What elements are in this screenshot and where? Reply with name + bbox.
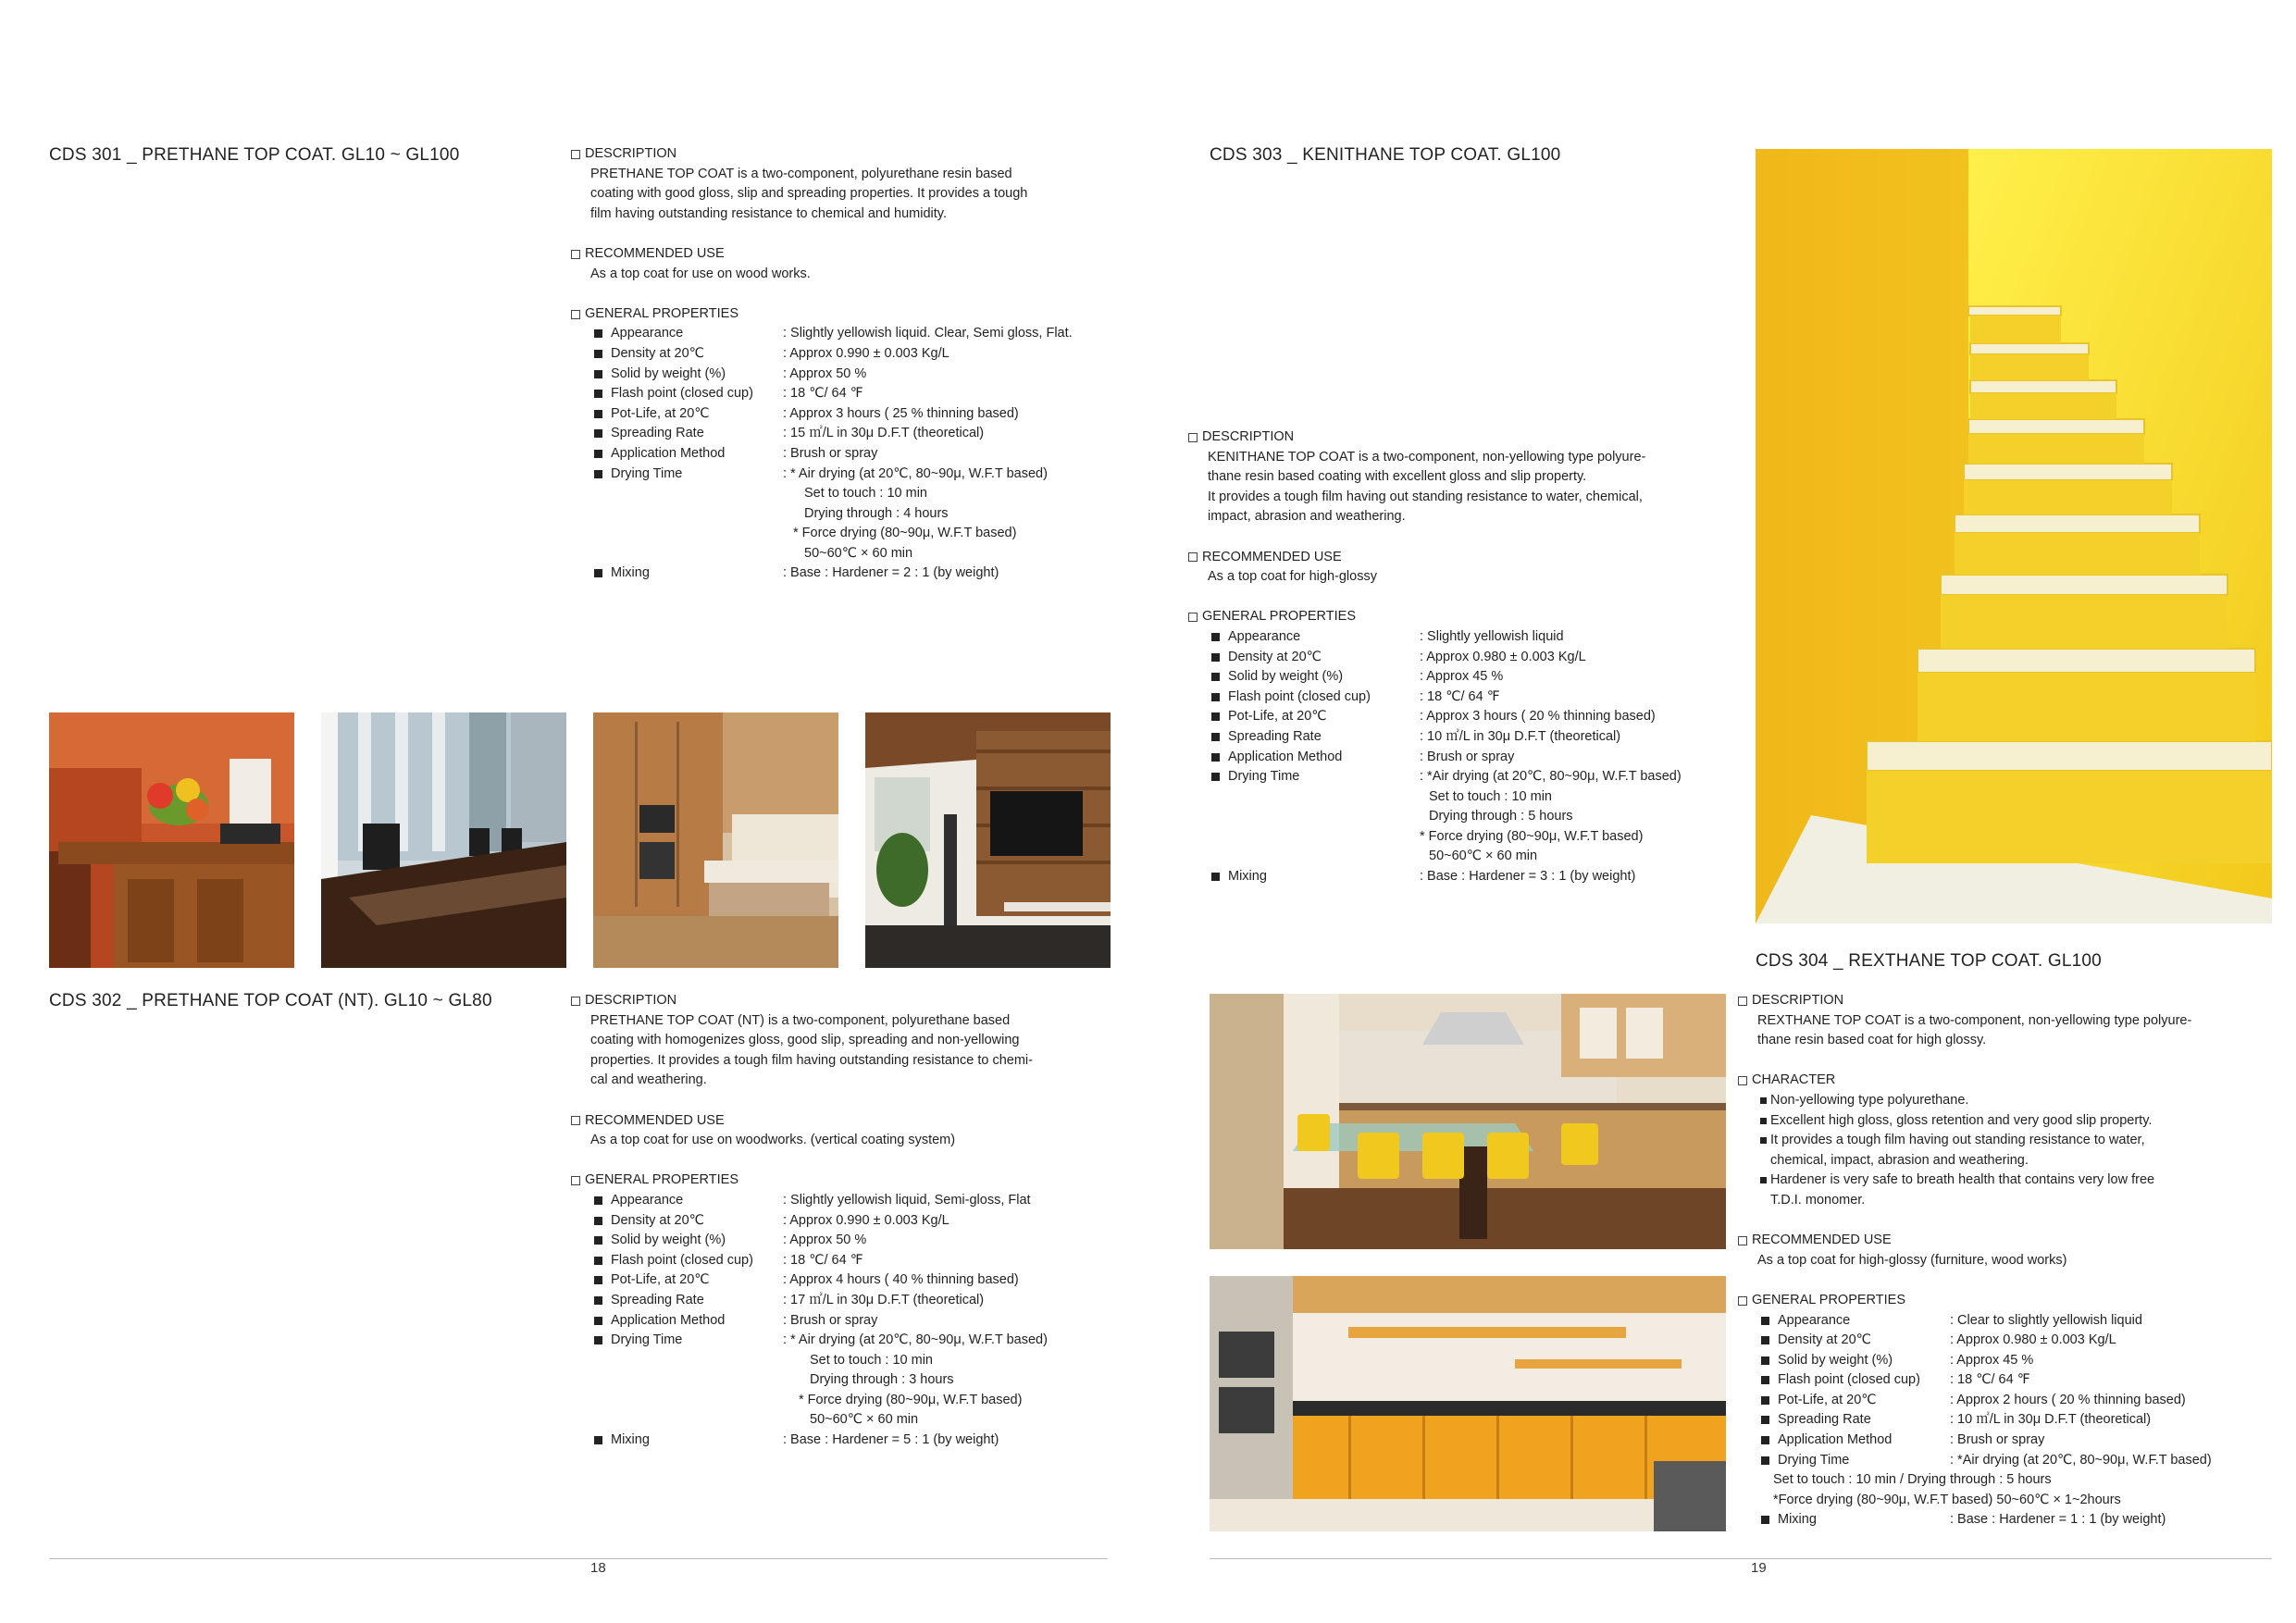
photo-orange-kitchen bbox=[1210, 1276, 1726, 1531]
checkbox-icon bbox=[1188, 613, 1198, 622]
recommended-use: As a top coat for use on woodworks. (vertical coating system) bbox=[590, 1133, 956, 1148]
section-heading: CHARACTER bbox=[1738, 1071, 2275, 1091]
checkbox-icon bbox=[571, 997, 580, 1006]
section-heading: GENERAL PROPERTIES bbox=[571, 1171, 1112, 1191]
checkbox-icon bbox=[1738, 997, 1747, 1006]
section-heading: DESCRIPTION bbox=[571, 144, 1112, 165]
recommended-use: As a top coat for use on wood works. bbox=[590, 266, 811, 281]
product-spec-cds303 bbox=[1188, 427, 1730, 887]
description-text: KENITHANE TOP COAT is a two-component, non-yellowing type polyure- thane resin based coating with excellent gloss and slip property. It provides a tough film having out standing resistance to water, chemical, impact, abrasion and weathering. bbox=[1208, 449, 1646, 525]
product-title: CDS 303 _ KENITHANE TOP COAT. GL100 bbox=[1210, 145, 1561, 165]
properties-list: Appearance : Slightly yellowish liquid. Clear, Semi gloss, Flat. Density at 20℃ : Approx 0.990 ± 0.003 Kg/L Solid by weight (%) : Approx 50 % Flash point (closed cup) : 18 ℃/ 64 ℉ Pot-Life, at 20℃ : Approx 3 hours ( 25 % thinning based) Spreading Rate : 15 ㎡/L in 30μ D.F.T (theoretical) Application Method : Brush or spray Drying Time : * Air drying (at 20℃, 80~90μ, W.F.T based) Set to touch : 10 min Drying through : 4 hours * Force drying (80~90μ, W.F.T based) 50~60℃ × 60 min Mixing : Base : Hardener = 2 : 1 (by weight) bbox=[571, 324, 1112, 584]
photo-bar-counter bbox=[49, 712, 294, 968]
checkbox-icon bbox=[571, 1176, 580, 1185]
properties-list: Appearance : Slightly yellowish liquid, Semi-gloss, Flat Density at 20℃ : Approx 0.990 ± 0.003 Kg/L Solid by weight (%) : Approx 50 % Flash point (closed cup) : 18 ℃/ 64 ℉ Pot-Life, at 20℃ : Approx 4 hours ( 40 % thinning based) Spreading Rate : 17 ㎡/L in 30μ D.F.T (theoretical) Application Method : Brush or spray Drying Time : * Air drying (at 20℃, 80~90μ, W.F.T based) Set to touch : 10 min Drying through : 3 hours * Force drying (80~90μ, W.F.T based) 50~60℃ × 60 min Mixing : Base : Hardener = 5 : 1 (by weight) bbox=[571, 1191, 1112, 1451]
section-heading: RECOMMENDED USE bbox=[1188, 548, 1730, 568]
section-heading: RECOMMENDED USE bbox=[571, 244, 1112, 265]
recommended-use: As a top coat for high-glossy bbox=[1208, 569, 1377, 585]
checkbox-icon bbox=[1738, 1296, 1747, 1306]
checkbox-icon bbox=[571, 250, 580, 259]
checkbox-icon bbox=[1188, 552, 1198, 562]
product-title: CDS 304 _ REXTHANE TOP COAT. GL100 bbox=[1756, 951, 2102, 971]
product-title: CDS 302 _ PRETHANE TOP COAT (NT). GL10 ~ GL80 bbox=[49, 991, 492, 1010]
photo-wood-kitchen bbox=[593, 712, 838, 968]
section-heading: DESCRIPTION bbox=[1738, 991, 2275, 1011]
checkbox-icon bbox=[571, 310, 580, 319]
section-heading: GENERAL PROPERTIES bbox=[571, 304, 1112, 325]
photo-conference-table bbox=[321, 712, 566, 968]
checkbox-icon bbox=[1738, 1236, 1747, 1245]
section-heading: DESCRIPTION bbox=[1188, 427, 1730, 448]
checkbox-icon bbox=[571, 1116, 580, 1125]
photo-living-room-tv bbox=[865, 712, 1111, 968]
product-title: CDS 301 _ PRETHANE TOP COAT. GL10 ~ GL100 bbox=[49, 145, 460, 165]
description-text: REXTHANE TOP COAT is a two-component, non-yellowing type polyure- thane resin based coat for high glossy. bbox=[1757, 1012, 2192, 1048]
page-number: 19 bbox=[1751, 1560, 1767, 1576]
section-heading: GENERAL PROPERTIES bbox=[1188, 607, 1730, 627]
section-heading: DESCRIPTION bbox=[571, 991, 1112, 1011]
section-heading: GENERAL PROPERTIES bbox=[1738, 1291, 2275, 1311]
photo-yellow-staircase bbox=[1756, 149, 2272, 923]
checkbox-icon bbox=[1188, 433, 1198, 442]
product-spec-cds304 bbox=[1738, 991, 2275, 1530]
recommended-use: As a top coat for high-glossy (furniture, wood works) bbox=[1757, 1252, 2067, 1268]
character-list: Non-yellowing type polyurethane. Excellent high gloss, gloss retention and very good slip property. It provides a tough film having out standing resistance to water, chemical, impact, abrasion and weathering. Hardener is very safe to breath health that contains very low free T.D.I. monomer. bbox=[1738, 1091, 2275, 1211]
description-text: PRETHANE TOP COAT is a two-component, polyurethane resin based coating with good gloss, slip and spreading properties. It provides a tough film having outstanding resistance to chemical and humidity. bbox=[590, 166, 1028, 221]
footer-rule bbox=[1210, 1558, 2272, 1559]
footer-rule bbox=[49, 1558, 1108, 1559]
properties-list: Appearance : Clear to slightly yellowish liquid Density at 20℃ : Approx 0.980 ± 0.003 Kg/L Solid by weight (%) : Approx 45 % Flash point (closed cup) : 18 ℃/ 64 ℉ Pot-Life, at 20℃ : Approx 2 hours ( 20 % thinning based) Spreading Rate : 10 ㎡/L in 30μ D.F.T (theoretical) Application Method : Brush or spray Drying Time : *Air drying (at 20℃, 80~90μ, W.F.T based) Set to touch : 10 min / Drying through : 5 hours *Force drying (80~90μ, W.F.T based) 50~60℃ × 1~2hours Mixing : Base : Hardener = 1 : 1 (by weight) bbox=[1738, 1311, 2275, 1531]
page-number: 18 bbox=[590, 1560, 606, 1576]
checkbox-icon bbox=[571, 150, 580, 159]
properties-list: Appearance : Slightly yellowish liquid Density at 20℃ : Approx 0.980 ± 0.003 Kg/L Solid by weight (%) : Approx 45 % Flash point (closed cup) : 18 ℃/ 64 ℉ Pot-Life, at 20℃ : Approx 3 hours ( 20 % thinning based) Spreading Rate : 10 ㎡/L in 30μ D.F.T (theoretical) Application Method : Brush or spray Drying Time : *Air drying (at 20℃, 80~90μ, W.F.T based) Set to touch : 10 min Drying through : 5 hours * Force drying (80~90μ, W.F.T based) 50~60℃ × 60 min Mixing : Base : Hardener = 3 : 1 (by weight) bbox=[1188, 627, 1730, 887]
product-spec-cds302 bbox=[571, 991, 1112, 1451]
description-text: PRETHANE TOP COAT (NT) is a two-component, polyurethane based coating with homogenizes gloss, good slip, spreading and non-yellowing properties. It provides a tough film having outstanding resistance to chemi- cal and weathering. bbox=[590, 1012, 1033, 1088]
section-heading: RECOMMENDED USE bbox=[571, 1111, 1112, 1132]
photo-kitchen-dining bbox=[1210, 994, 1726, 1249]
checkbox-icon bbox=[1738, 1076, 1747, 1085]
product-spec-cds301 bbox=[571, 144, 1112, 584]
section-heading: RECOMMENDED USE bbox=[1738, 1231, 2275, 1251]
